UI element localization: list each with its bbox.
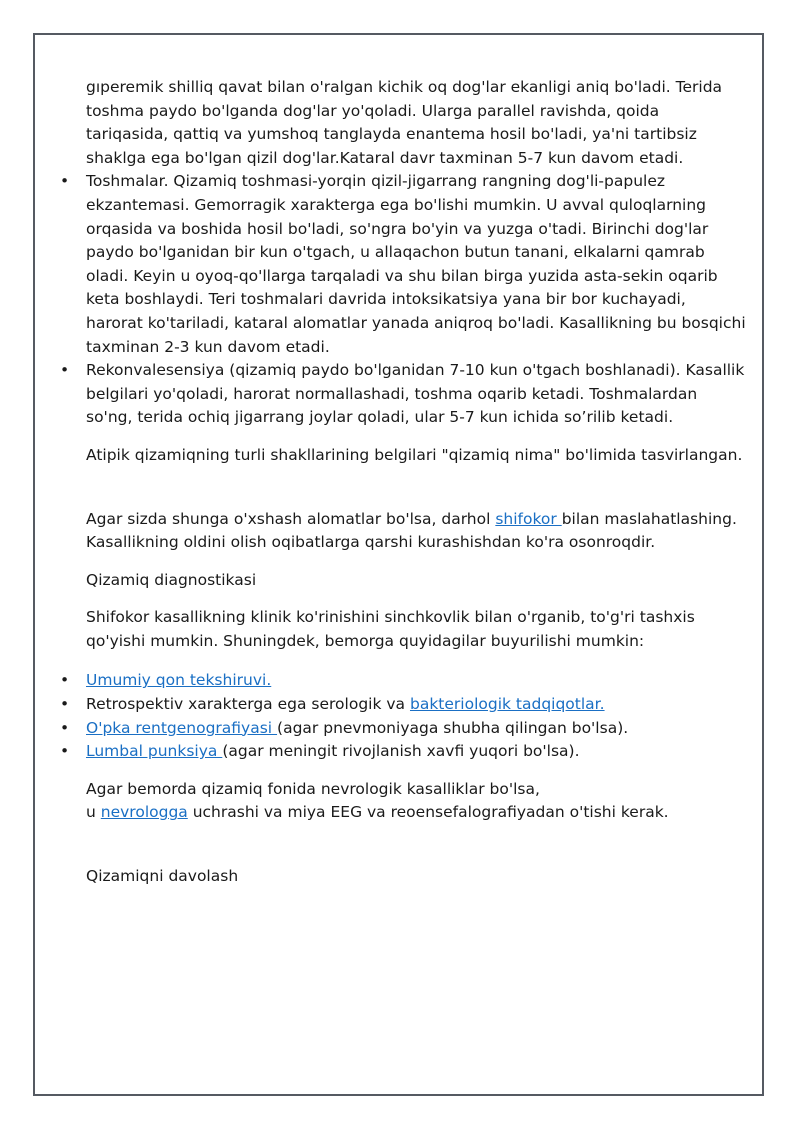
intro-paragraph: gıperemik shilliq qavat bilan o'ralgan kichik oq dog'lar ekanligi aniq bo'ladi. Terida toshma paydo bo'lganda dog'lar yo'qoladi. Ularga parallel ravishda, qoida tariqasida, qattiq va yumshoq tanglayda enantema hosil bo'ladi, ya'ni tartibsiz shaklga ega bo'lgan qizil dog'lar.Kataral davr taxminan 5-7 kun davom etadi. xyxy=(86,78,723,167)
neurology-line-2-rest: uchrashi va miya EEG va reoensefalografiyadan o'tishi kerak. xyxy=(187,803,669,822)
document-body xyxy=(86,76,746,889)
disease-stages-list xyxy=(86,170,746,430)
lumbar-condition-text: (agar meningit rivojlanish xavfi yuqori bo'lsa). xyxy=(222,742,580,761)
doctor-link[interactable]: shifokor xyxy=(495,509,562,528)
diagnostics-heading: Qizamiq diagnostikasi xyxy=(86,570,257,589)
lung-xray-link[interactable]: O'pka rentgenografiyasi xyxy=(86,718,278,737)
lumbar-puncture-link[interactable]: Lumbal punksiya xyxy=(86,742,223,761)
treatment-heading: Qizamiqni davolash xyxy=(86,867,239,886)
neurology-paragraph xyxy=(86,778,746,825)
diagnostics-intro: Shifokor kasallikning klinik ko'rinishini sinchkovlik bilan o'rganib, to'g'ri tashxis qo'yishi mumkin. Shuningdek, bemorga quyidagilar buyurilishi mumkin: xyxy=(86,608,695,650)
advice-text-end: bilan maslahatlashing. Kasallikning oldini olish oqibatlarga qarshi kurashishdan ko'ra osonroqdir. xyxy=(86,509,737,552)
xray-condition-text: (agar pnevmoniyaga shubha qilingan bo'lsa). xyxy=(277,718,629,737)
list-item-convalescence-stage: • Rekonvalesensiya (qizamiq paydo bo'lganidan 7-10 kun o'tgach boshlanadi). Kasallik belgilari yo'qoladi, harorat normallashadi, toshma oqarib ketadi. Toshmalardan so'ng, terida ochiq jigarrang joylar qoladi, ular 5-7 kun ichida so’rilib ketadi. xyxy=(86,359,746,430)
serology-text: Retrospektiv xarakterga ega serologik va xyxy=(86,695,410,714)
advice-text-start: Agar sizda shunga o'xshash alomatlar bo'lsa, darhol xyxy=(86,509,496,528)
diagnostic-tests-list xyxy=(86,669,746,763)
list-item-rash-stage: • Toshmalar. Qizamiq toshmasi-yorqin qizil-jigarrang rangning dog'li-papulez ekzantemasi. Gemorragik xarakterga ega bo'lishi mumkin. U avval quloqlarning orqasida va boshida hosil bo'ladi, so'ngra bo'yin va yuzga o'tadi. Birinchi dog'lar paydo bo'lganidan bir kun o'tgach, u allaqachon butun tanani, elkalarni qamrab oladi. Keyin u oyoq-qo'llarga tarqaladi va shu bilan birga yuzida asta-sekin oqarib keta boshlaydi. Teri toshmalari davrida intoksikatsiya yana bir bor kuchayadi, harorat ko'tariladi, kataral alomatlar yanada aniqroq bo'ladi. Kasallikning bu bosqichi taxminan 2-3 kun davom etadi. xyxy=(86,170,746,359)
advice-paragraph xyxy=(86,508,746,555)
list-item-xray xyxy=(86,717,746,741)
neurologist-link[interactable]: nevrologga xyxy=(100,803,188,822)
list-item-lumbar-puncture xyxy=(86,740,746,764)
list-item-blood-test xyxy=(86,669,746,693)
neurology-line-1: Agar bemorda qizamiq fonida nevrologik kasalliklar bo'lsa, xyxy=(86,779,540,798)
bacteriology-link[interactable]: bakteriologik tadqiqotlar. xyxy=(409,695,605,714)
blood-test-link[interactable]: Umumiy qon tekshiruvi. xyxy=(86,671,272,690)
list-item-serology xyxy=(86,693,746,717)
neurology-prefix: u xyxy=(86,803,101,822)
atypical-forms-note: Atipik qizamiqning turli shakllarining belgilari "qizamiq nima" bo'limida tasvirlangan. xyxy=(86,445,743,464)
